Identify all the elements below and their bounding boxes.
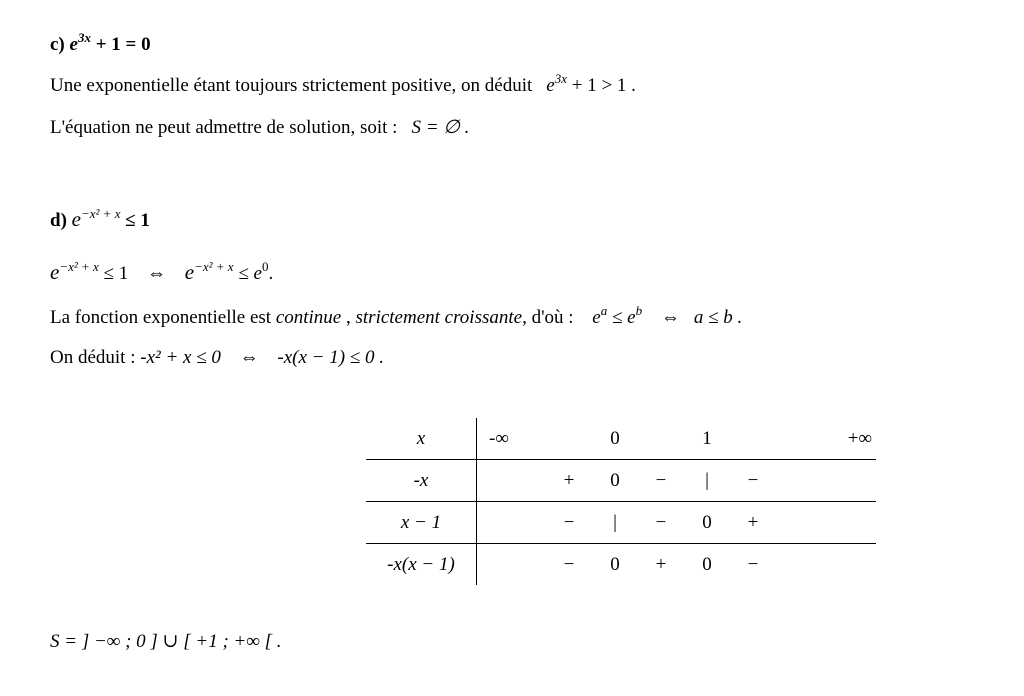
part-c-exp: 3x xyxy=(77,30,91,45)
part-d-text2-a: On déduit : xyxy=(50,347,136,368)
part-c-line1-exp: 3x xyxy=(554,71,567,86)
part-d-eq-left-exp: −x² + x xyxy=(59,259,99,274)
sign-cell: 0 xyxy=(592,460,638,502)
part-d-eq-right-exp2: 0 xyxy=(261,259,269,274)
part-c-rest: + 1 = 0 xyxy=(90,34,151,55)
sign-table-row xyxy=(366,502,876,544)
part-d-text1-italic2: strictement croissante xyxy=(355,307,523,328)
part-d-text1-equiv: ⇔ xyxy=(660,307,680,328)
part-d-text2-equiv: ⇔ xyxy=(239,347,259,368)
part-d-eq-right-end: . xyxy=(268,263,274,284)
part-d-eq-left-base: e xyxy=(50,260,60,284)
sign-cell: + xyxy=(638,544,684,586)
sign-table-row-label: -x(x − 1) xyxy=(366,544,477,586)
part-d-text1-expr-end: a ≤ b . xyxy=(693,307,743,328)
part-d-text1-italic1: continue xyxy=(275,307,342,328)
sign-table-header-v4: +∞ xyxy=(847,427,872,449)
sign-table xyxy=(366,418,876,585)
part-c-heading xyxy=(50,30,151,57)
part-d-base: e xyxy=(71,207,81,231)
sign-cell: − xyxy=(730,544,776,586)
part-d-text1-expr-a: e xyxy=(592,307,601,328)
part-c-line1-rest: + 1 > 1 . xyxy=(567,75,636,96)
part-d-text1 xyxy=(50,303,743,330)
sign-cell: − xyxy=(730,460,776,502)
part-d-text1-expr-le: ≤ e xyxy=(607,307,636,328)
sign-cell: | xyxy=(592,502,638,544)
part-d-eq-right-rest: ≤ e xyxy=(233,263,262,284)
part-d-text1-a: La fonction exponentielle est xyxy=(50,307,272,328)
part-c-line2-expr: S = ∅ . xyxy=(411,117,470,138)
part-d-label: d) xyxy=(50,210,67,231)
part-d-text1-expr-a-exp: a xyxy=(600,303,608,318)
sign-table-row-label: x − 1 xyxy=(366,502,477,544)
sign-table-header-v3: 1 xyxy=(702,427,712,449)
part-d-exp: −x² + x xyxy=(80,206,121,221)
sign-table-header xyxy=(366,418,876,460)
sign-table-row xyxy=(366,460,876,502)
sign-table-row xyxy=(366,544,876,586)
part-d-text1-c: , d'où : xyxy=(522,307,574,328)
sign-cell: + xyxy=(546,460,592,502)
solution: S = ] −∞ ; 0 ] ∪ [ +1 ; +∞ [ . xyxy=(50,631,282,652)
sign-cell: − xyxy=(546,544,592,586)
part-c-line1-base: e xyxy=(546,75,555,96)
part-d-text2-expr1: -x² + x ≤ 0 xyxy=(140,347,221,368)
sign-cell: − xyxy=(546,502,592,544)
sign-cell: 0 xyxy=(592,544,638,586)
part-d-text1-b: , xyxy=(346,307,351,328)
sign-cell: | xyxy=(684,460,730,502)
part-d-equation xyxy=(50,260,273,286)
part-c-base: e xyxy=(69,34,78,55)
part-c-label: c) xyxy=(50,34,65,55)
sign-cell: 0 xyxy=(684,544,730,586)
part-d-eq-right-exp: −x² + x xyxy=(194,259,234,274)
part-d-heading xyxy=(50,207,150,233)
part-d-text1-expr-b-exp: b xyxy=(635,303,643,318)
part-d-eq-right-base: e xyxy=(184,260,195,284)
part-c-line1-text: Une exponentielle étant toujours strictement positive, on déduit xyxy=(50,75,533,96)
part-d-text2 xyxy=(50,346,384,370)
sign-cell: + xyxy=(730,502,776,544)
part-c-line2 xyxy=(50,116,469,140)
part-d-eq-left-rest: ≤ 1 xyxy=(98,263,129,284)
sign-table-header-v1: -∞ xyxy=(489,427,509,449)
sign-cell: − xyxy=(638,460,684,502)
sign-cell: 0 xyxy=(684,502,730,544)
sign-table-row-label: -x xyxy=(366,460,477,502)
part-d-rest: ≤ 1 xyxy=(120,210,150,231)
part-d-text2-expr2: -x(x − 1) ≤ 0 . xyxy=(277,347,384,368)
sign-table-header-var: x xyxy=(366,418,477,460)
sign-cell: − xyxy=(638,502,684,544)
part-d-equiv: ⇔ xyxy=(147,263,166,284)
part-c-line1 xyxy=(50,71,636,98)
part-c-line2-text: L'équation ne peut admettre de solution, soit : xyxy=(50,117,398,138)
sign-table-header-v2: 0 xyxy=(610,427,620,449)
